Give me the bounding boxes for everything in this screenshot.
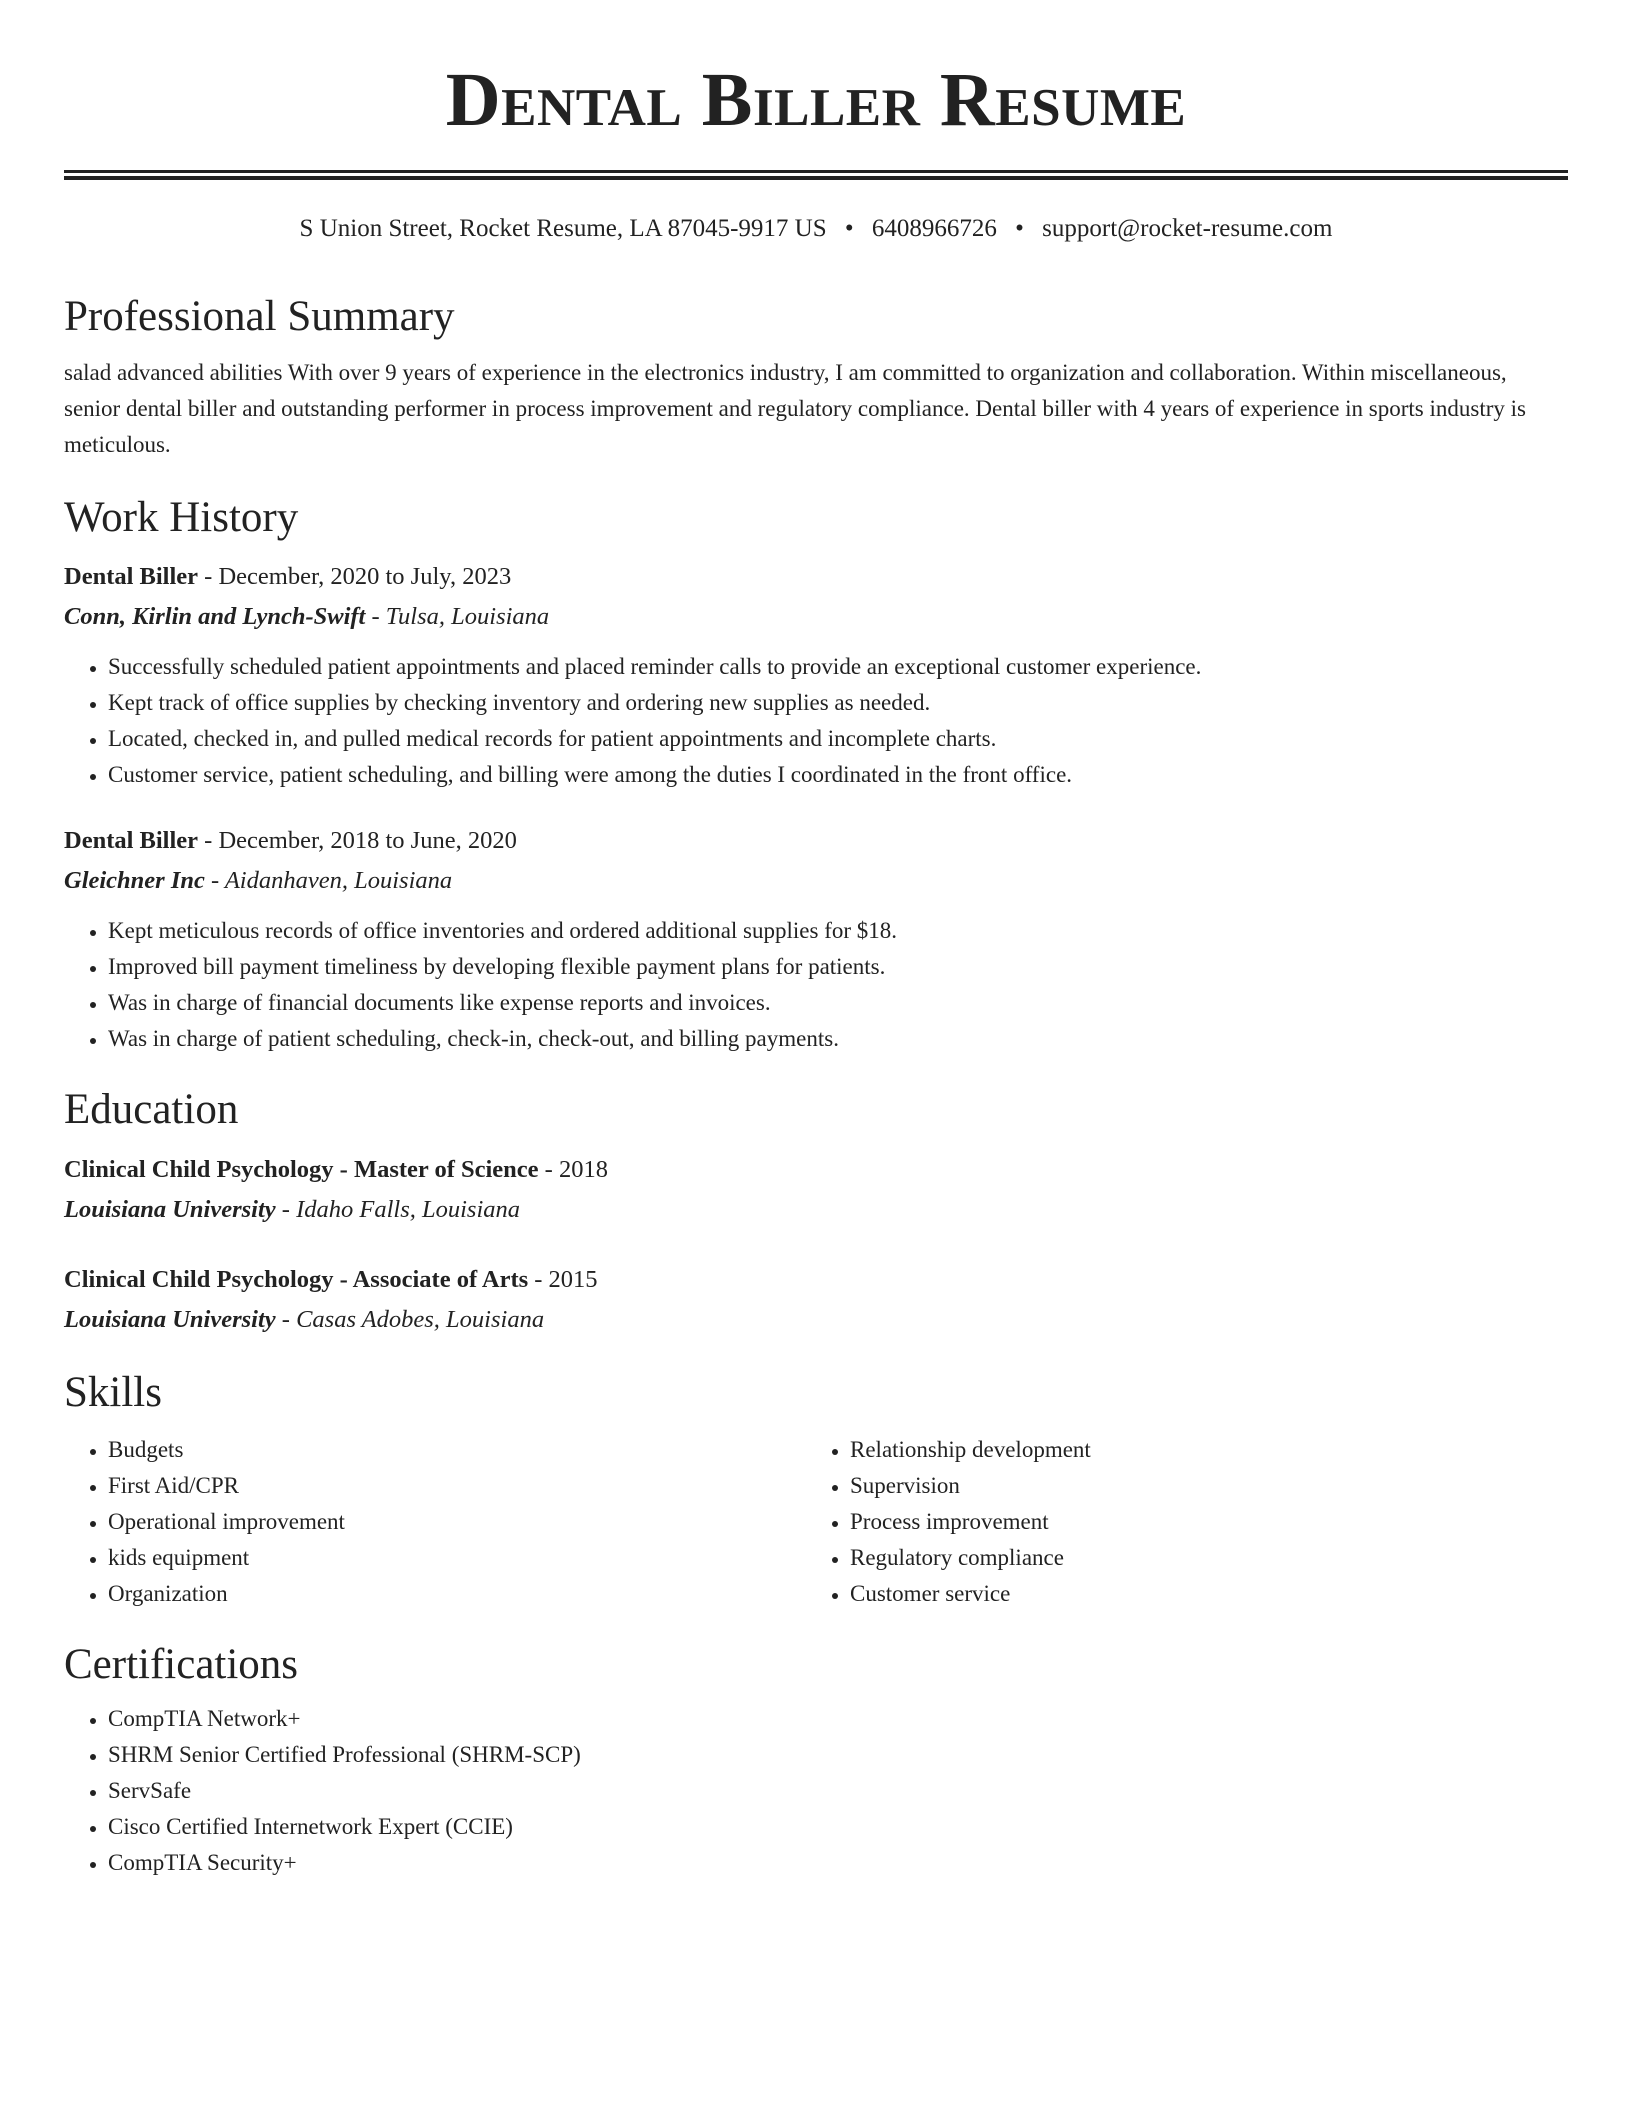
separator-dot: • (844, 215, 854, 242)
school: Louisiana University (64, 1196, 276, 1224)
phone: 6408966726 (871, 215, 997, 242)
list-item: • Supervision (850, 1468, 1548, 1504)
job-dates: - December, 2018 to June, 2020 (198, 826, 517, 854)
list-item: • Organization (108, 1576, 806, 1612)
degree: Clinical Child Psychology - Master of Science (64, 1156, 539, 1184)
contact-line (64, 214, 1568, 244)
job-title-line (64, 557, 1568, 597)
list-item: • ServSafe (108, 1773, 1568, 1809)
job-company: Gleichner Inc (64, 866, 205, 894)
address: S Union Street, Rocket Resume, LA 87045-9917 US (299, 215, 827, 242)
list-item: • Customer service, patient scheduling, and billing were among the duties I coordinated in the front office. (108, 757, 1568, 793)
job-title: Dental Biller (64, 826, 199, 854)
job-dates: - December, 2020 to July, 2023 (198, 562, 512, 590)
list-item: • CompTIA Security+ (108, 1845, 1568, 1881)
graduation-year: - 2018 (538, 1156, 608, 1184)
separator-dot: • (1015, 215, 1024, 242)
skills-column-left (64, 1432, 806, 1612)
list-item: • Improved bill payment timeliness by developing flexible payment plans for patients. (108, 949, 1568, 985)
list-item: • Kept meticulous records of office inventories and ordered additional supplies for $18. (108, 913, 1568, 949)
education-entry (64, 1150, 1568, 1230)
job-company: Conn, Kirlin and Lynch-Swift (64, 602, 366, 630)
job-company-line (64, 597, 1568, 637)
skills-column-right (806, 1432, 1548, 1612)
summary-heading: Professional Summary (64, 293, 455, 340)
degree: Clinical Child Psychology - Associate of Arts (64, 1266, 529, 1294)
list-item: • First Aid/CPR (108, 1468, 806, 1504)
education-heading: Education (64, 1085, 239, 1133)
certifications-list (64, 1701, 1568, 1881)
school-line (64, 1190, 1568, 1230)
job-duties (64, 649, 1568, 793)
list-item: • Budgets (108, 1432, 806, 1468)
school-location: - Idaho Falls, Louisiana (275, 1196, 521, 1224)
list-item: • Process improvement (850, 1504, 1548, 1540)
certifications-heading: Certifications (64, 1640, 299, 1688)
list-item: • SHRM Senior Certified Professional (SHRM-SCP) (108, 1737, 1568, 1773)
job-title-line (64, 821, 1568, 861)
resume-title: Dental Biller Resume (445, 58, 1187, 142)
list-item: • Kept track of office supplies by checking inventory and ordering new supplies as needed. (108, 685, 1568, 721)
email: support@rocket-resume.com (1042, 215, 1333, 242)
job-duties (64, 913, 1568, 1057)
job-entry (64, 557, 1568, 793)
list-item: • kids equipment (108, 1540, 806, 1576)
job-location: - Tulsa, Louisiana (365, 602, 550, 630)
list-item: • Customer service (850, 1576, 1548, 1612)
list-item: • Regulatory compliance (850, 1540, 1548, 1576)
job-title: Dental Biller (64, 562, 199, 590)
title-divider (64, 170, 1568, 180)
summary-text: salad advanced abilities With over 9 years of experience in the electronics industry, I am committed to organization and collaboration. Within miscellaneous, senior dental biller and outstanding performer in process improvement and regulatory compliance. Dental biller with 4 years of experience in sports industry is meticulous. (64, 360, 1526, 458)
skills-list (64, 1432, 1568, 1612)
list-item: • Successfully scheduled patient appointments and placed reminder calls to provide an exceptional customer experience. (108, 649, 1568, 685)
work-history-heading: Work History (64, 494, 299, 542)
list-item: • Was in charge of patient scheduling, check-in, check-out, and billing payments. (108, 1021, 1568, 1057)
degree-line (64, 1150, 1568, 1190)
school: Louisiana University (64, 1306, 276, 1334)
school-location: - Casas Adobes, Louisiana (275, 1306, 545, 1334)
list-item: • Located, checked in, and pulled medical records for patient appointments and incomplete charts. (108, 721, 1568, 757)
list-item: • Relationship development (850, 1432, 1548, 1468)
list-item: • Cisco Certified Internetwork Expert (CCIE) (108, 1809, 1568, 1845)
degree-line (64, 1260, 1568, 1300)
education-entry (64, 1260, 1568, 1340)
list-item: • Operational improvement (108, 1504, 806, 1540)
skills-heading: Skills (64, 1369, 162, 1417)
school-line (64, 1300, 1568, 1340)
list-item: • Was in charge of financial documents like expense reports and invoices. (108, 985, 1568, 1021)
job-location: - Aidanhaven, Louisiana (204, 866, 453, 894)
graduation-year: - 2015 (528, 1266, 598, 1294)
job-entry (64, 821, 1568, 1057)
job-company-line (64, 861, 1568, 901)
list-item: • CompTIA Network+ (108, 1701, 1568, 1737)
